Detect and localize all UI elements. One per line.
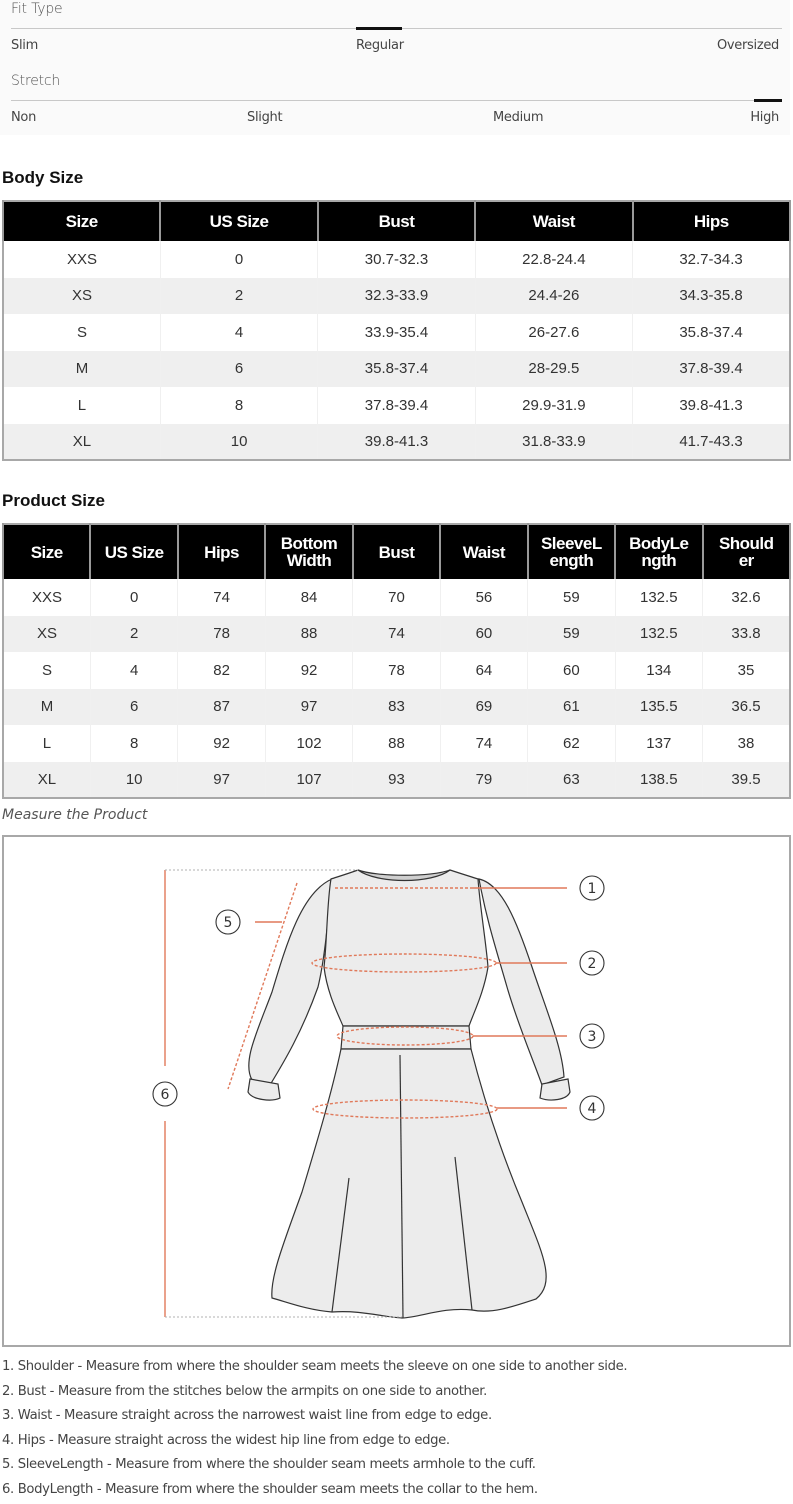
table-cell: 132.5 bbox=[615, 616, 702, 653]
table-cell: 28-29.5 bbox=[475, 351, 632, 388]
note-shoulder: 1. Shoulder - Measure from where the shoulder seam meets the sleeve on one side to another side. bbox=[2, 1357, 627, 1382]
fit-label-regular: Regular bbox=[356, 38, 404, 53]
table-row bbox=[3, 652, 790, 689]
table-cell: 59 bbox=[528, 616, 615, 653]
table-cell: 64 bbox=[440, 652, 527, 689]
table-row bbox=[3, 278, 790, 315]
table-cell: 2 bbox=[90, 616, 177, 653]
table-cell: 60 bbox=[528, 652, 615, 689]
stretch-track bbox=[11, 100, 782, 101]
table-cell: 87 bbox=[178, 689, 265, 726]
table-cell: 74 bbox=[440, 725, 527, 762]
fit-type-title: Fit Type bbox=[11, 1, 62, 17]
table-row bbox=[3, 314, 790, 351]
table-header-row bbox=[3, 524, 790, 579]
column-header: Size bbox=[3, 201, 160, 241]
table-header-row bbox=[3, 201, 790, 241]
body-size-table bbox=[2, 200, 791, 461]
table-cell: 93 bbox=[353, 762, 440, 799]
table-row bbox=[3, 616, 790, 653]
stretch-label-slight: Slight bbox=[247, 110, 282, 125]
product-size-title: Product Size bbox=[2, 491, 105, 511]
table-cell: 134 bbox=[615, 652, 702, 689]
stretch-label-medium: Medium bbox=[493, 110, 543, 125]
stretch-title: Stretch bbox=[11, 73, 60, 89]
table-cell: 107 bbox=[265, 762, 352, 799]
table-cell: 22.8-24.4 bbox=[475, 241, 632, 278]
table-cell: 8 bbox=[90, 725, 177, 762]
column-header: Waist bbox=[475, 201, 632, 241]
column-header: BodyLe ngth bbox=[615, 524, 702, 579]
column-header: Should er bbox=[703, 524, 791, 579]
table-cell: XXS bbox=[3, 579, 90, 616]
table-cell: 32.7-34.3 bbox=[633, 241, 790, 278]
table-cell: M bbox=[3, 689, 90, 726]
table-cell: 37.8-39.4 bbox=[318, 387, 475, 424]
table-cell: 4 bbox=[90, 652, 177, 689]
fit-type-marker bbox=[356, 27, 402, 30]
table-cell: 69 bbox=[440, 689, 527, 726]
table-cell: 33.8 bbox=[703, 616, 791, 653]
table-cell: 39.8-41.3 bbox=[633, 387, 790, 424]
table-cell: 70 bbox=[353, 579, 440, 616]
table-cell: 31.8-33.9 bbox=[475, 424, 632, 461]
body-size-title: Body Size bbox=[2, 168, 83, 188]
table-cell: 97 bbox=[265, 689, 352, 726]
note-bust: 2. Bust - Measure from the stitches below the armpits on one side to another. bbox=[2, 1382, 627, 1407]
table-cell: XL bbox=[3, 424, 160, 461]
marker-6-label: 6 bbox=[161, 1087, 170, 1103]
fit-label-oversized: Oversized bbox=[717, 38, 779, 53]
table-cell: 82 bbox=[178, 652, 265, 689]
table-cell: 56 bbox=[440, 579, 527, 616]
table-cell: 32.3-33.9 bbox=[318, 278, 475, 315]
product-size-table bbox=[2, 523, 791, 799]
table-cell: 8 bbox=[160, 387, 317, 424]
table-cell: 102 bbox=[265, 725, 352, 762]
table-cell: 61 bbox=[528, 689, 615, 726]
table-cell: 88 bbox=[353, 725, 440, 762]
measure-caption: Measure the Product bbox=[2, 807, 147, 823]
table-cell: XL bbox=[3, 762, 90, 799]
column-header: Hips bbox=[633, 201, 790, 241]
table-cell: 39.8-41.3 bbox=[318, 424, 475, 461]
table-cell: 6 bbox=[90, 689, 177, 726]
column-header: Bottom Width bbox=[265, 524, 352, 579]
table-cell: 135.5 bbox=[615, 689, 702, 726]
table-cell: M bbox=[3, 351, 160, 388]
column-header: US Size bbox=[160, 201, 317, 241]
table-cell: 83 bbox=[353, 689, 440, 726]
table-cell: XS bbox=[3, 278, 160, 315]
table-row bbox=[3, 762, 790, 799]
table-cell: 78 bbox=[353, 652, 440, 689]
table-cell: L bbox=[3, 725, 90, 762]
column-header: Waist bbox=[440, 524, 527, 579]
note-body-length: 6. BodyLength - Measure from where the shoulder seam meets the collar to the hem. bbox=[2, 1480, 627, 1504]
table-cell: 138.5 bbox=[615, 762, 702, 799]
table-cell: 74 bbox=[353, 616, 440, 653]
table-cell: 41.7-43.3 bbox=[633, 424, 790, 461]
table-cell: 39.5 bbox=[703, 762, 791, 799]
table-row bbox=[3, 424, 790, 461]
column-header: SleeveL ength bbox=[528, 524, 615, 579]
column-header: Bust bbox=[353, 524, 440, 579]
table-cell: L bbox=[3, 387, 160, 424]
table-cell: 137 bbox=[615, 725, 702, 762]
fit-stretch-panel bbox=[0, 0, 790, 135]
table-cell: 38 bbox=[703, 725, 791, 762]
table-cell: 29.9-31.9 bbox=[475, 387, 632, 424]
marker-2-label: 2 bbox=[588, 956, 597, 972]
table-cell: 35.8-37.4 bbox=[318, 351, 475, 388]
stretch-label-non: Non bbox=[11, 110, 36, 125]
table-cell: 62 bbox=[528, 725, 615, 762]
note-sleeve-length: 5. SleeveLength - Measure from where the shoulder seam meets armhole to the cuff. bbox=[2, 1455, 627, 1480]
marker-3-label: 3 bbox=[588, 1029, 597, 1045]
table-cell: S bbox=[3, 314, 160, 351]
table-cell: 92 bbox=[178, 725, 265, 762]
table-cell: 35.8-37.4 bbox=[633, 314, 790, 351]
table-row bbox=[3, 725, 790, 762]
table-cell: 35 bbox=[703, 652, 791, 689]
table-cell: 6 bbox=[160, 351, 317, 388]
column-header: Bust bbox=[318, 201, 475, 241]
table-cell: 97 bbox=[178, 762, 265, 799]
table-cell: 26-27.6 bbox=[475, 314, 632, 351]
column-header: Hips bbox=[178, 524, 265, 579]
stretch-label-high: High bbox=[750, 110, 779, 125]
table-cell: 92 bbox=[265, 652, 352, 689]
table-cell: 0 bbox=[90, 579, 177, 616]
table-cell: 36.5 bbox=[703, 689, 791, 726]
table-cell: 33.9-35.4 bbox=[318, 314, 475, 351]
table-cell: 84 bbox=[265, 579, 352, 616]
note-waist: 3. Waist - Measure straight across the narrowest waist line from edge to edge. bbox=[2, 1406, 627, 1431]
table-cell: 88 bbox=[265, 616, 352, 653]
fit-label-slim: Slim bbox=[11, 38, 38, 53]
column-header: US Size bbox=[90, 524, 177, 579]
table-cell: 63 bbox=[528, 762, 615, 799]
table-cell: 59 bbox=[528, 579, 615, 616]
marker-5-label: 5 bbox=[224, 915, 233, 931]
table-cell: 32.6 bbox=[703, 579, 791, 616]
dress-illustration bbox=[4, 837, 793, 1349]
table-cell: 0 bbox=[160, 241, 317, 278]
table-cell: 60 bbox=[440, 616, 527, 653]
column-header: Size bbox=[3, 524, 90, 579]
table-cell: XXS bbox=[3, 241, 160, 278]
table-row bbox=[3, 579, 790, 616]
table-cell: XS bbox=[3, 616, 90, 653]
measurement-diagram bbox=[2, 835, 791, 1347]
table-cell: 37.8-39.4 bbox=[633, 351, 790, 388]
measurement-notes bbox=[2, 1357, 627, 1504]
table-cell: 132.5 bbox=[615, 579, 702, 616]
table-cell: 10 bbox=[90, 762, 177, 799]
marker-4-label: 4 bbox=[588, 1101, 597, 1117]
table-cell: 2 bbox=[160, 278, 317, 315]
table-cell: 79 bbox=[440, 762, 527, 799]
table-cell: 74 bbox=[178, 579, 265, 616]
table-cell: S bbox=[3, 652, 90, 689]
table-cell: 34.3-35.8 bbox=[633, 278, 790, 315]
table-cell: 30.7-32.3 bbox=[318, 241, 475, 278]
table-cell: 78 bbox=[178, 616, 265, 653]
table-row bbox=[3, 351, 790, 388]
marker-1-label: 1 bbox=[588, 881, 597, 897]
table-cell: 24.4-26 bbox=[475, 278, 632, 315]
note-hips: 4. Hips - Measure straight across the widest hip line from edge to edge. bbox=[2, 1431, 627, 1456]
table-row bbox=[3, 387, 790, 424]
table-cell: 4 bbox=[160, 314, 317, 351]
table-row bbox=[3, 689, 790, 726]
stretch-marker bbox=[754, 99, 782, 102]
table-cell: 10 bbox=[160, 424, 317, 461]
table-row bbox=[3, 241, 790, 278]
